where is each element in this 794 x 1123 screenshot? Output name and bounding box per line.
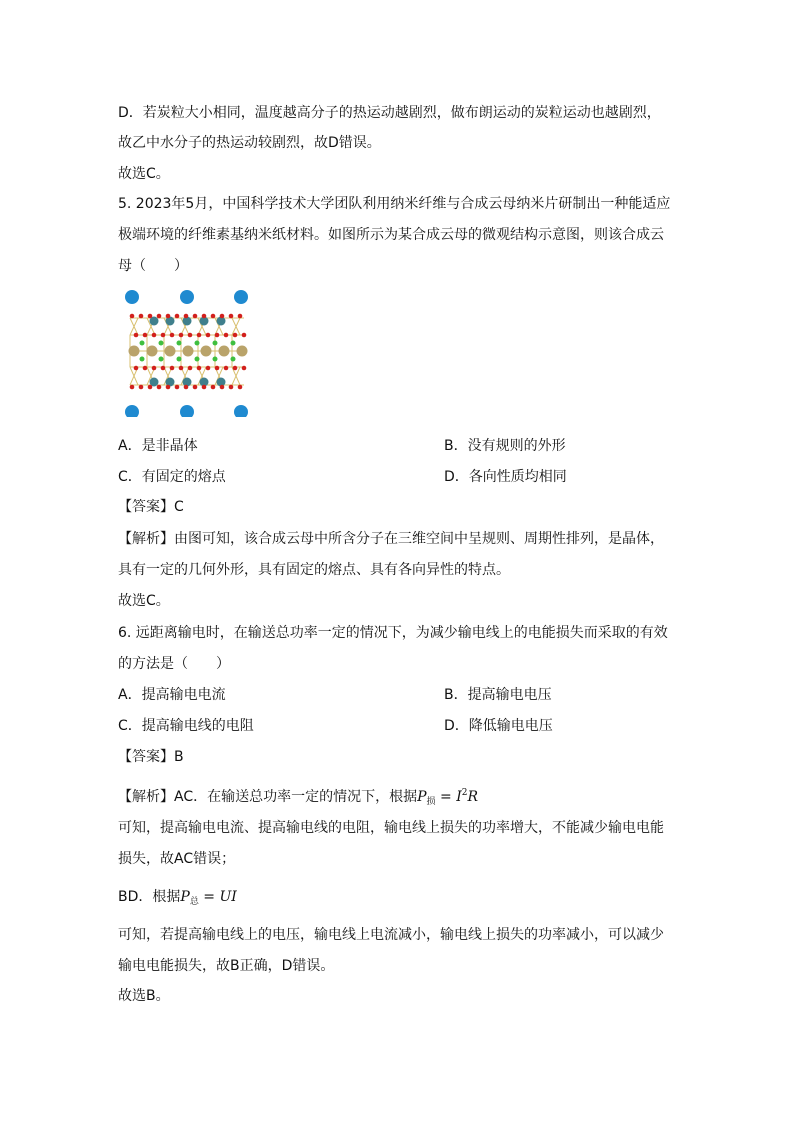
oxygen-atom: [211, 314, 216, 319]
oxygen-atom: [238, 314, 243, 319]
q6-ac-line3: 损失，故AC错误；: [118, 851, 236, 867]
crystal-atoms: [125, 290, 248, 417]
fluorine-atom: [231, 341, 236, 346]
gold-atom: [165, 346, 176, 357]
oxygen-atom: [188, 366, 193, 371]
fluorine-atom: [213, 357, 218, 362]
q6-analysis-bd: [118, 887, 237, 912]
oxygen-atom: [220, 385, 225, 390]
q6-answer: 【答案】B: [118, 749, 184, 765]
oxygen-atom: [211, 385, 216, 390]
oxygen-atom: [157, 314, 162, 319]
oxygen-atom: [143, 333, 148, 338]
gold-atom: [147, 346, 158, 357]
q6-option-a: A．提高输电电流: [118, 687, 226, 703]
formula-r: R: [467, 789, 478, 805]
oxygen-atom: [134, 333, 139, 338]
q6-stem-line1: 6. 远距离输电时，在输送总功率一定的情况下，为减少输电线上的电能损失而采取的有效: [118, 625, 668, 641]
q6-option-b: B．提高输电电压: [444, 687, 552, 703]
fluorine-atom: [140, 341, 145, 346]
oxygen-atom: [220, 314, 225, 319]
q6-stem-line2: 的方法是（ ）: [118, 656, 230, 672]
oxygen-atom: [139, 314, 144, 319]
q5-option-c: C．有固定的熔点: [118, 469, 226, 485]
oxygen-atom: [215, 366, 220, 371]
q5-answer: 【答案】C: [118, 499, 184, 515]
oxygen-atom: [242, 366, 247, 371]
formula2-equals: =: [198, 889, 220, 905]
q4-conclusion: 故选C。: [118, 166, 170, 182]
large-atom: [125, 290, 139, 304]
total-power-formula: [180, 889, 236, 905]
q5-stem-line1: 5. 2023年5月，中国科学技术大学团队利用纳米纤维与合成云母纳米片研制出一种能适应: [118, 196, 671, 212]
oxygen-atom: [202, 314, 207, 319]
oxygen-atom: [166, 385, 171, 390]
mica-crystal-structure-figure: [120, 285, 254, 417]
q6-bd-line3: 输电电能损失，故B正确，D错误。: [118, 958, 335, 974]
formula-p-subscript: 损: [426, 797, 436, 807]
oxygen-atom: [170, 366, 175, 371]
oxygen-atom: [175, 314, 180, 319]
oxygen-atom: [130, 314, 135, 319]
oxygen-atom: [233, 366, 238, 371]
q6-bd-line2: 可知，若提高输电线上的电压，输电线上电流减小，输电线上损失的功率减小，可以减少: [118, 927, 664, 943]
large-atom: [234, 405, 248, 417]
q6-conclusion: 故选B。: [118, 988, 170, 1004]
q5-option-a: A．是非晶体: [118, 438, 198, 454]
large-atom: [180, 290, 194, 304]
q5-analysis-line2: 具有一定的几何外形，具有固定的熔点、具有各向异性的特点。: [118, 562, 510, 578]
oxygen-atom: [206, 366, 211, 371]
oxygen-atom: [161, 366, 166, 371]
formula-p: P: [417, 789, 427, 805]
oxygen-atom: [143, 366, 148, 371]
q6-ac-line2: 可知，提高输电电流、提高输电线的电阻，输电线上损失的功率增大，不能减少输电电能: [118, 820, 664, 836]
oxygen-atom: [229, 385, 234, 390]
formula2-p: P: [180, 889, 190, 905]
oxygen-atom: [166, 314, 171, 319]
formula-i: I: [456, 789, 462, 805]
fluorine-atom: [177, 357, 182, 362]
large-atom: [234, 290, 248, 304]
oxygen-atom: [148, 314, 153, 319]
oxygen-atom: [175, 385, 180, 390]
oxygen-atom: [130, 385, 135, 390]
oxygen-atom: [197, 333, 202, 338]
fluorine-atom: [231, 357, 236, 362]
oxygen-atom: [224, 366, 229, 371]
oxygen-atom: [233, 333, 238, 338]
q6-option-d: D．降低输电电压: [444, 718, 553, 734]
oxygen-atom: [152, 366, 157, 371]
fluorine-atom: [159, 341, 164, 346]
large-atom: [125, 405, 139, 417]
oxygen-atom: [242, 333, 247, 338]
formula-equals: =: [435, 789, 457, 805]
q4-option-d-line1: D．若炭粒大小相同，温度越高分子的热运动越剧烈，做布朗运动的炭粒运动也越剧烈，: [118, 105, 661, 121]
fluorine-atom: [195, 341, 200, 346]
oxygen-atom: [170, 333, 175, 338]
oxygen-atom: [184, 385, 189, 390]
oxygen-atom: [161, 333, 166, 338]
oxygen-atom: [148, 385, 153, 390]
fluorine-atom: [177, 341, 182, 346]
oxygen-atom: [157, 385, 162, 390]
q6-analysis-ac-prefix: 【解析】AC．在输送总功率一定的情况下，根据: [118, 789, 418, 805]
oxygen-atom: [179, 333, 184, 338]
oxygen-atom: [202, 385, 207, 390]
large-atom: [180, 405, 194, 417]
oxygen-atom: [184, 314, 189, 319]
oxygen-atom: [193, 314, 198, 319]
gold-atom: [183, 346, 194, 357]
q6-option-c: C．提高输电线的电阻: [118, 718, 254, 734]
oxygen-atom: [215, 333, 220, 338]
gold-atom: [219, 346, 230, 357]
gold-atom: [129, 346, 140, 357]
formula2-ui: UI: [219, 889, 237, 905]
q5-analysis-line1: 【解析】由图可知，该合成云母中所含分子在三维空间中呈规则、周期性排列，是晶体，: [118, 531, 664, 547]
oxygen-atom: [197, 366, 202, 371]
oxygen-atom: [188, 333, 193, 338]
oxygen-atom: [238, 385, 243, 390]
fluorine-atom: [213, 341, 218, 346]
q5-stem-line3: 母（ ）: [118, 258, 188, 274]
q4-option-d-line2: 故乙中水分子的热运动较剧烈，故D错误。: [118, 135, 381, 151]
oxygen-atom: [134, 366, 139, 371]
formula-exponent: 2: [461, 788, 468, 798]
gold-atom: [201, 346, 212, 357]
oxygen-atom: [179, 366, 184, 371]
fluorine-atom: [195, 357, 200, 362]
q5-stem-line2: 极端环境的纤维素基纳米纸材料。如图所示为某合成云母的微观结构示意图，则该合成云: [118, 227, 664, 243]
power-loss-formula: [417, 789, 478, 805]
q6-analysis-bd-prefix: BD．根据: [118, 889, 181, 905]
oxygen-atom: [229, 314, 234, 319]
q5-conclusion: 故选C。: [118, 593, 170, 609]
fluorine-atom: [140, 357, 145, 362]
q6-analysis-ac: [118, 783, 478, 812]
oxygen-atom: [224, 333, 229, 338]
oxygen-atom: [152, 333, 157, 338]
q5-option-d: D．各向性质均相同: [444, 469, 567, 485]
gold-atom: [237, 346, 248, 357]
oxygen-atom: [139, 385, 144, 390]
fluorine-atom: [159, 357, 164, 362]
q5-option-b: B．没有规则的外形: [444, 438, 566, 454]
oxygen-atom: [206, 333, 211, 338]
formula2-p-subscript: 总: [189, 897, 199, 907]
oxygen-atom: [193, 385, 198, 390]
